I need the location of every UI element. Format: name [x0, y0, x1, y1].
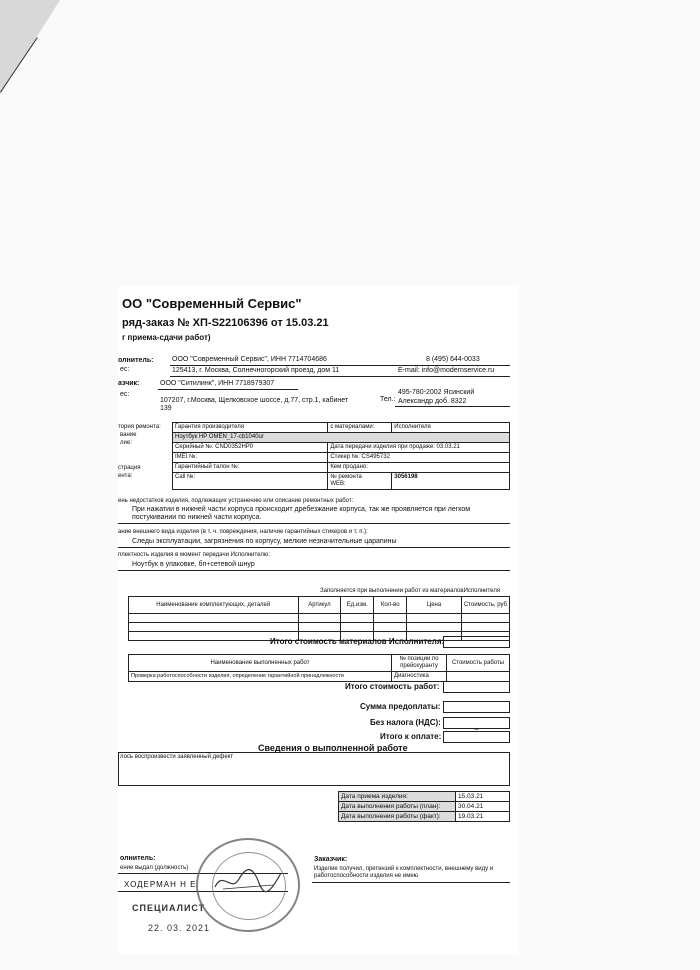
kit-label: плектность изделия в момент передачи Исполнителю:	[118, 552, 271, 558]
signature-line-customer	[312, 882, 510, 883]
date-plan-value: 30.04.21	[456, 802, 510, 812]
item-model: Ноутбук HP OMEN_17-cb1040ur	[173, 433, 510, 443]
defect-label: ень недостатков изделия, подлежащих устранению или описание ремонтных работ:	[118, 498, 354, 504]
works-header-position: № позиции по прейскуранту	[392, 655, 447, 672]
date-fact-label: Дата выполнения работы (факт):	[339, 812, 456, 822]
customer-tel-label: Тел.:	[380, 396, 396, 403]
materials-header-article: Артикул	[298, 597, 341, 614]
kit-underline	[118, 570, 510, 571]
table-row	[339, 802, 510, 812]
work-cost	[447, 672, 510, 682]
appearance-underline	[118, 547, 510, 548]
vat-value: –	[443, 717, 510, 729]
topay-label: Итого к оплате:	[380, 732, 442, 741]
materials-header-cost: Стоимость, руб	[461, 597, 509, 614]
warranty-card: Гарантийный талон №:	[173, 463, 328, 473]
defect-text-line2: постукивании по нижней части корпуса.	[132, 514, 262, 521]
works-total-value	[443, 681, 510, 693]
defect-underline	[118, 523, 510, 524]
executor-email: E-mail: info@modernservice.ru	[398, 367, 495, 374]
materials-header-unit: Ед.изм.	[341, 597, 374, 614]
table-row	[339, 792, 510, 802]
stamp-date: 22. 03. 2021	[148, 923, 211, 933]
call-number: Call №:	[173, 473, 328, 490]
signature-customer-label: Заказчик:	[314, 856, 348, 863]
materials-total-label: Итого стоимость материалов Исполнителя:	[270, 637, 445, 646]
repair-number-label-2: WEB:	[330, 481, 346, 487]
transfer-date: Дата передачи изделия при продаже: 03.03.21	[328, 443, 510, 453]
topay-value	[443, 731, 510, 743]
customer-address-line2: 139	[160, 405, 172, 412]
handwritten-signature-icon	[213, 865, 283, 895]
item-label-2: лие:	[120, 440, 132, 446]
works-header-name: Наименование выполненных работ	[129, 655, 392, 672]
work-name: Проверка работоспособности изделия, определение гарантийной принадлежности	[129, 672, 392, 682]
work-info-title: Сведения о выполненной работе	[258, 743, 408, 753]
executor-name: ООО "Современный Сервис", ИНН 7714704686	[172, 356, 327, 363]
repair-category-label: тория ремонта:	[118, 424, 161, 430]
materials-label: с материалами:	[328, 423, 392, 433]
prepayment-label: Сумма предоплаты:	[360, 702, 441, 711]
item-label-1: вание	[120, 432, 137, 438]
item-imei: IMEI №:	[173, 453, 328, 463]
repair-number-label	[328, 473, 392, 490]
customer-address-line1: 107207, г.Москва, Щелковское шоссе, д.77, стр.1, кабинет	[160, 397, 349, 404]
details-table	[172, 422, 510, 490]
defect-text-line1: При нажатии в нижней части корпуса происходит дребезжание корпуса, так же проявляется при легком	[132, 506, 471, 513]
materials-value: Исполнителя	[392, 423, 510, 433]
vat-label: Без налога (НДС):	[370, 718, 441, 727]
stamp-role: СПЕЦИАЛИСТ	[132, 903, 206, 913]
executor-address-label: ес:	[120, 366, 130, 373]
registration-label-2: ента:	[118, 473, 133, 479]
work-position: Диагностика	[392, 672, 447, 682]
executor-name-underline	[170, 365, 510, 366]
materials-note: Заполняется при выполнении работ из материаловИсполнителя	[320, 588, 501, 594]
table-row	[339, 812, 510, 822]
order-subtitle: г приема-сдачи работ)	[122, 333, 211, 342]
materials-header-qty: Кол-во	[374, 597, 407, 614]
signature-customer-text1: Изделие получил, претензий к комплектности, внешнему виду и	[314, 866, 494, 872]
materials-table	[128, 596, 510, 641]
works-header-cost: Стоимость работы	[447, 655, 510, 672]
customer-tel-underline	[395, 406, 510, 407]
signature-customer-text2: работоспособности изделия не имею	[314, 873, 419, 879]
registration-label-1: страция	[118, 465, 141, 471]
signature-executor-sub: ение выдал (должность)	[120, 865, 189, 871]
customer-tel-line2: Александр доб. 8322	[398, 398, 467, 405]
appearance-text: Следы эксплуатации, загрязнения по корпусу, мелкие незначительные царапины	[132, 538, 397, 545]
work-info-text: лось воспроизвести заявленный дефект	[120, 754, 234, 760]
date-received-value: 15.03.21	[456, 792, 510, 802]
signature-executor-label: олнитель:	[120, 855, 156, 862]
customer-name-underline	[158, 389, 298, 390]
date-plan-label: Дата выполнения работы (план):	[339, 802, 456, 812]
materials-total-value	[443, 636, 510, 648]
table-row	[129, 672, 510, 682]
works-table	[128, 654, 510, 682]
customer-label: азчик:	[118, 380, 140, 387]
executor-phone: 8 (495) 644-0033	[426, 356, 480, 363]
item-sticker: Стикер №: CS495732	[328, 453, 510, 463]
date-fact-value: 19.03.21	[456, 812, 510, 822]
repair-number: 3056198	[392, 473, 510, 490]
sold-by: Кем продано:	[328, 463, 510, 473]
appearance-label: ание внешнего вида изделия (в т. ч. повреждения, наличие гарантийных стикеров и т. п.):	[118, 529, 368, 535]
materials-header-name: Наименование комплектующих, деталей	[129, 597, 299, 614]
repair-number-label-1: № ремонта	[330, 474, 362, 480]
customer-name: ООО "Ситилинк", ИНН 7718979307	[160, 380, 275, 387]
customer-tel-line1: 495-780-2002 Ясинский	[398, 389, 475, 396]
customer-address-label: ес:	[120, 391, 130, 398]
executor-address: 125413, г. Москва, Солнечногорский проезд, дом 11	[172, 367, 340, 374]
signature-executor-name: ХОДЕРМАН Н Е	[124, 880, 197, 889]
prepayment-value	[443, 701, 510, 713]
order-title: ряд-заказ № ХП-S22106396 от 15.03.21	[122, 317, 329, 329]
works-total-label: Итого стоимость работ:	[345, 682, 440, 691]
repair-category: Гарантия производителя	[173, 423, 328, 433]
executor-label: олнитель:	[118, 357, 154, 364]
kit-text: Ноутбук в упаковке, бп+сетевой шнур	[132, 561, 255, 568]
executor-address-underline	[170, 376, 510, 377]
materials-header-price: Цена	[407, 597, 462, 614]
company-name: ОО "Современный Сервис"	[122, 296, 302, 311]
dates-table	[338, 791, 510, 822]
item-serial: Серийный №: CND0352HP0	[173, 443, 328, 453]
date-received-label: Дата приема изделия:	[339, 792, 456, 802]
